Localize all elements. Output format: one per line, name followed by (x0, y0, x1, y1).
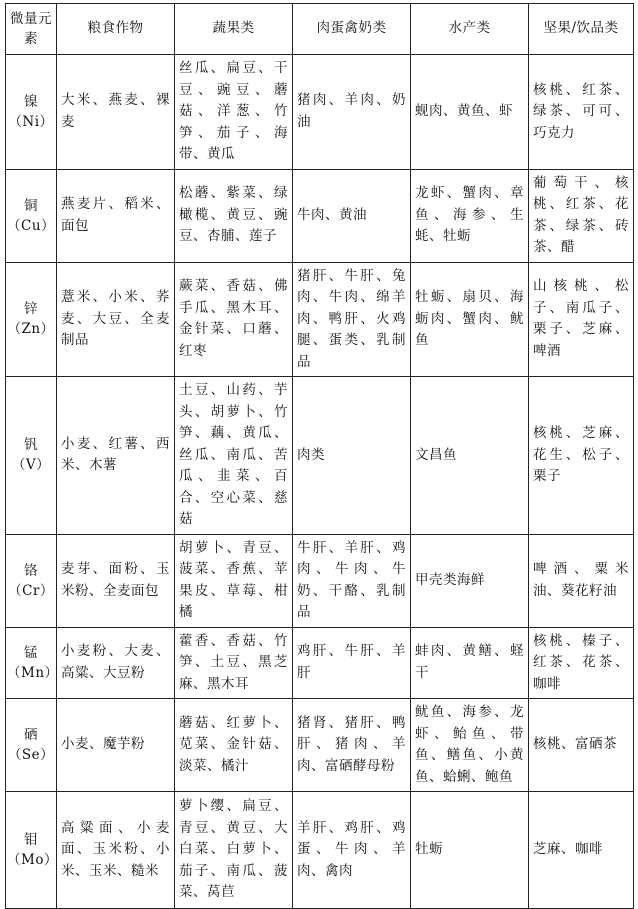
element-cell (6, 377, 57, 535)
element-cell (6, 55, 57, 170)
element-cell (6, 169, 57, 262)
header-row (6, 4, 634, 55)
element-name: 锰 (24, 644, 38, 661)
header-aquatic: 水产类 (411, 4, 529, 55)
table-row (6, 377, 634, 535)
veg-cell: 胡萝卜、青豆、菠菜、香蕉、苹果皮、草莓、柑橘 (175, 534, 293, 627)
element-cell (6, 534, 57, 627)
meat-cell: 牛肉、黄油 (293, 169, 411, 262)
nuts-cell: 核桃、芝麻、花生、松子、栗子 (529, 377, 634, 535)
grain-cell: 高粱面、小麦面、玉米粉、小米、玉米、糙米 (57, 792, 175, 909)
element-name: 钒 (24, 437, 38, 454)
header-vegetables-fruits: 蔬果类 (175, 4, 293, 55)
table-row (6, 627, 634, 699)
veg-cell: 松蘑、紫菜、绿橄榄、黄豆、豌豆、杏脯、莲子 (175, 169, 293, 262)
element-name: 钼 (24, 832, 38, 848)
element-symbol: （Zn） (7, 321, 55, 338)
veg-cell: 蘑菇、红萝卜、苋菜、金针菇、淡菜、橘汁 (175, 699, 293, 792)
veg-cell: 土豆、山药、芋头、胡萝卜、竹笋、藕、黄瓜、丝瓜、南瓜、苦瓜、韭菜、百合、空心菜、慈菇 (175, 377, 293, 535)
table-row (6, 534, 634, 627)
element-name: 铬 (24, 562, 38, 579)
meat-cell: 猪肾、猪肝、鸭肝、猪肉、羊肉、富硒酵母粉 (293, 699, 411, 792)
table-row (6, 169, 634, 262)
veg-cell: 蕨菜、香菇、佛手瓜、黑木耳、金针菜、口蘑、红枣 (175, 262, 293, 377)
veg-cell: 丝瓜、扁豆、干豆、豌豆、蘑菇、洋葱、竹笋、茄子、海带、黄瓜 (175, 55, 293, 170)
aquatic-cell: 牡蛎 (411, 792, 529, 909)
nuts-cell: 芝麻、咖啡 (529, 792, 634, 909)
grain-cell: 大米、燕麦、裸麦 (57, 55, 175, 170)
header-nuts-drinks: 坚果/饮品类 (529, 4, 634, 55)
veg-cell: 藿香、香菇、竹笋、土豆、黑芝麻、黑木耳 (175, 627, 293, 699)
element-cell (6, 627, 57, 699)
aquatic-cell: 鱿鱼、海参、龙虾、鲐鱼、带鱼、鳝鱼、小黄鱼、蛤蜊、鲍鱼 (411, 699, 529, 792)
nuts-cell: 啤酒、粟米油、葵花籽油 (529, 534, 634, 627)
table-row (6, 699, 634, 792)
meat-cell: 猪肉、羊肉、奶油 (293, 55, 411, 170)
trace-element-food-table (5, 3, 634, 909)
aquatic-cell: 龙虾、蟹肉、章鱼、海参、生蚝、牡蛎 (411, 169, 529, 262)
aquatic-cell: 甲壳类海鲜 (411, 534, 529, 627)
veg-cell: 萝卜缨、扁豆、青豆、黄豆、大白菜、白萝卜、茄子、南瓜、菠菜、莴苣 (175, 792, 293, 909)
element-symbol: （Cu） (7, 217, 56, 234)
grain-cell: 小麦、魔芋粉 (57, 699, 175, 792)
grain-cell: 薏米、小米、荞麦、大豆、全麦制品 (57, 262, 175, 377)
element-name: 锌 (24, 301, 38, 318)
meat-cell: 牛肝、羊肝、鸡肉、牛肉、牛奶、干酪、乳制品 (293, 534, 411, 627)
nuts-cell: 核桃、榛子、红茶、花茶、咖啡 (529, 627, 634, 699)
aquatic-cell: 蚬肉、黄鱼、虾 (411, 55, 529, 170)
element-name: 铜 (24, 197, 38, 214)
element-cell (6, 262, 57, 377)
element-name: 硒 (24, 727, 38, 743)
aquatic-cell: 蚌肉、黄鳝、蛏干 (411, 627, 529, 699)
table-row (6, 262, 634, 377)
element-symbol: （Ni） (8, 113, 54, 130)
element-symbol: （V） (11, 457, 51, 474)
nuts-cell: 核桃、富硒茶 (529, 699, 634, 792)
element-symbol: （Cr） (8, 582, 54, 599)
header-element: 微量元素 (6, 4, 57, 55)
aquatic-cell: 牡蛎、扇贝、海蛎肉、蟹肉、鱿鱼 (411, 262, 529, 377)
meat-cell: 猪肝、牛肝、兔肉、牛肉、绵羊肉、鸭肝、火鸡腿、蛋类、乳制品 (293, 262, 411, 377)
meat-cell: 肉类 (293, 377, 411, 535)
element-cell (6, 699, 57, 792)
nuts-cell: 核桃、红茶、绿茶、可可、巧克力 (529, 55, 634, 170)
element-name: 镍 (24, 93, 38, 110)
meat-cell: 鸡肝、牛肝、羊肝 (293, 627, 411, 699)
grain-cell: 小麦粉、大麦、高粱、大豆粉 (57, 627, 175, 699)
grain-cell: 小麦、红薯、西米、木薯 (57, 377, 175, 535)
nuts-cell: 葡萄干、核桃、红茶、花茶、绿茶、砖茶、醋 (529, 169, 634, 262)
element-cell (6, 792, 57, 909)
grain-cell: 燕麦片、稻米、面包 (57, 169, 175, 262)
meat-cell: 羊肝、鸡肝、鸡蛋、牛肉、羊肉、禽肉 (293, 792, 411, 909)
aquatic-cell: 文昌鱼 (411, 377, 529, 535)
header-meat-egg-poultry-dairy: 肉蛋禽奶类 (293, 4, 411, 55)
table-row (6, 792, 634, 909)
table-row (6, 55, 634, 170)
element-symbol: （Se） (7, 747, 55, 763)
grain-cell: 麦芽、面粉、玉米粉、全麦面包 (57, 534, 175, 627)
nuts-cell: 山核桃、松子、南瓜子、栗子、芝麻、啤酒 (529, 262, 634, 377)
trace-element-food-table-document (5, 3, 633, 909)
element-symbol: （Mo） (7, 852, 58, 868)
element-symbol: （Mn） (7, 664, 59, 681)
header-grain: 粮食作物 (57, 4, 175, 55)
